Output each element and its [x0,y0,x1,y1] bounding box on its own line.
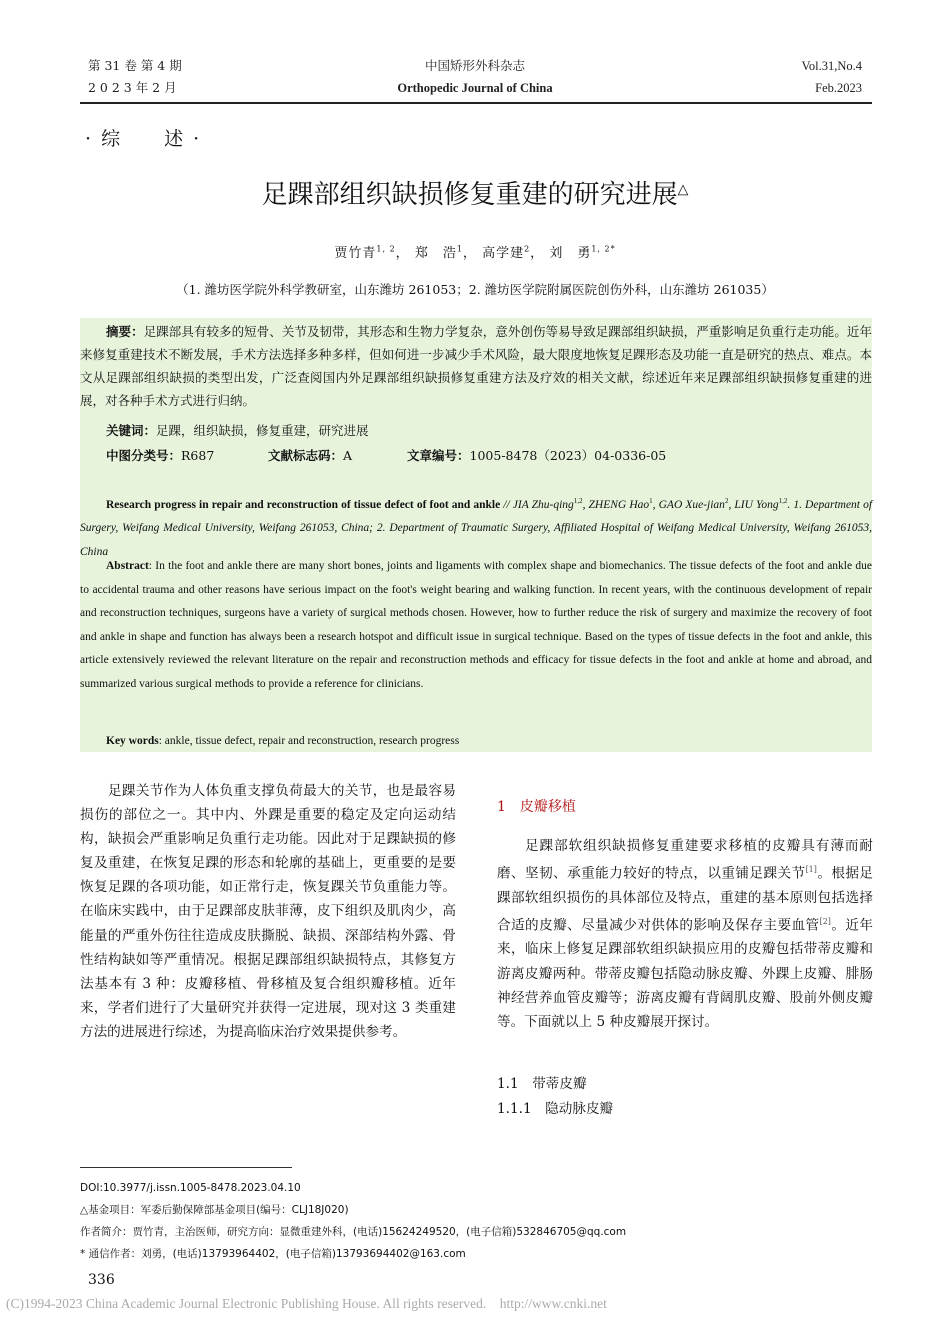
english-abstract: Abstract: In the foot and ankle there are many short bones, joints and ligaments with complex shape and biomechanics. The tissue defects of the foot and ankle due to accidental trauma and other reasons have serious impact on the foot's weight bearing and walking function. In recent years, with the continuous development of repair and reconstruction techniques, surgeons have a variety of surgical methods chosen. However, how to further reduce the risk of surgery and maximize the recovery of foot and ankle in shape and function has always been a research hotspot and difficult issue in surgical technique. Based on the types of tissue defects in the foot and ankle, this article extensively reviewed the relevant literature on the repair and reconstruction methods and efficacy for tissue defects in the foot and ankle at home and abroad, and summarized various surgical methods to provide a reference for clinicians. [80,560,872,690]
title-mark: △ [677,181,689,198]
journal-title-en: Orthopedic Journal of China [397,81,553,95]
clc-value: R687 [181,448,215,463]
english-author: ZHENG Hao [588,498,650,511]
author-aff: 1 [456,244,463,254]
volume-en: Vol.31,No.4 [801,59,862,73]
abstract-zh-label: 摘要： [106,324,144,339]
section-1-paragraph [497,834,873,1034]
english-keywords-label: Key words [106,735,159,747]
date-zh: 2 0 2 3 年 2 月 [88,80,177,95]
section-1-number: 1 [497,799,506,815]
english-author: GAO Xue-jian [658,498,725,511]
doc-code [268,446,352,464]
section-label: · 综 述 · [85,128,202,150]
english-affiliations: 1. Department of Surgery, Weifang Medical University, Weifang 261053, China; 2. Department of Traumatic Surgery, Affiliated Hospital of Weifang Medical University, Weifang 261053, China [80,498,873,558]
footnote-doi: DOI:10.3977/j.issn.1005-8478.2023.04.10 [80,1182,301,1194]
abstract-zh-text: 足踝部具有较多的短骨、关节及韧带，其形态和生物力学复杂，意外创伤等易导致足踝部组织缺损，严重影响足负重行走功能。近年来修复重建技术不断发展，手术方法选择多种多样，但如何进一步减少手术风险，最大限度地恢复足踝形态及功能一直是研究的热点、难点。本文从足踝部组织缺损的类型出发，广泛查阅国内外足踝部组织缺损修复重建方法及疗效的相关文献，综述近年来足踝部组织缺损修复重建的进展，对各种手术方式进行归纳。 [80,324,872,408]
author-aff: 1, 2* [591,244,616,254]
author-aff: 2 [524,244,531,254]
section-1-title: 皮瓣移植 [519,799,576,815]
footnote-author-bio: 作者简介：贾竹青，主治医师，研究方向：显微重建外科，(电话)15624249520，(电子信箱)532846705@qq.com [80,1226,627,1238]
journal-title-zh: 中国矫形外科杂志 [424,58,525,73]
keywords-zh [106,421,369,439]
english-title-block: Research progress in repair and reconstruction of tissue defect of foot and ankle // JIA Zhu-qing$^{1,2}$, ZHENG Hao$^1$, GAO Xue-jian$^2$, LIU Yong$^{1,2}$. 1. Department of Surgery, Weifang Medical University, Weifang 261053, China; 2. Department of Traumatic Surgery, Affiliated Hospital of Weifang Medical University, Weifang 261053, China [80,497,873,558]
english-keywords: Key words: ankle, tissue defect, repair and reconstruction, research progress [106,735,460,747]
citation-ref: [1] [805,865,817,875]
page-number: 336 [88,1272,115,1288]
article-id-value: 1005-8478（2023）04-0336-05 [469,448,667,463]
author-aff: 1, 2 [376,244,396,254]
english-title: Research progress in repair and reconstruction of tissue defect of foot and ankle [106,498,501,511]
english-author-aff: 1 [649,497,653,505]
article-id [407,446,666,464]
footnote-rule [80,1167,292,1168]
title-text: 足踝部组织缺损修复重建的研究进展 [261,180,678,210]
doc-code-value: A [343,448,353,463]
footnote-correspondence: * 通信作者：刘勇，(电话)13793964402，(电子信箱)13793694402@163.com [80,1248,466,1260]
affiliations: （1. 潍坊医学院外科学教研室，山东潍坊 261053；2. 潍坊医学院附属医院创伤外科，山东潍坊 261035） [176,282,774,297]
subsection-1-1: 1.1 带蒂皮瓣 [497,1076,587,1092]
footnote-fund: △基金项目：军委后勤保障部基金项目(编号：CLJ18J020) [80,1204,349,1216]
author-name: 刘 勇 [549,246,592,261]
keywords-zh-label: 关键词： [106,423,157,438]
keywords-zh-text: 足踝，组织缺损，修复重建，研究进展 [156,423,369,438]
clc-number [106,446,214,464]
clc-label: 中图分类号： [106,448,182,463]
english-author-aff: 1,2 [573,497,583,505]
issue-zh: 第 31 卷 第 4 期 [88,58,182,73]
english-keywords-text: ankle, tissue defect, repair and reconstruction, research progress [164,735,460,747]
article-id-label: 文章编号： [407,448,470,463]
author-name: 贾竹青 [334,246,377,261]
english-author-aff: 1,2 [778,497,788,505]
english-abstract-label: Abstract [106,560,149,572]
date-en: Feb.2023 [815,81,862,95]
english-author-aff: 2 [724,497,729,505]
section-1-text: 。根据足踝部软组织损伤的具体部位及特点，重建的基本原则包括选择合适的皮瓣、尽量减少对供体的影响及保存主要血管 [497,865,874,934]
english-author: LIU Yong [734,498,779,511]
section-1-heading [497,796,576,816]
abstract-zh [80,320,872,412]
header-rule [80,102,872,104]
copyright-watermark: (C)1994-2023 China Academic Journal Electronic Publishing House. All rights reserved. http://www.cnki.net [6,1296,607,1311]
author-name: 高学建 [482,246,525,261]
author-name: 郑 浩 [414,246,457,261]
intro-paragraph: 足踝关节作为人体负重支撑负荷最大的关节，也是最容易损伤的部位之一。其中内、外踝是重要的稳定及定向运动结构，缺损会严重影响足负重行走功能。因此对于足踝缺损的修复及重建，在恢复足踝的形态和轮廓的基础上，更重要的是要恢复足踝的各项功能，如正常行走，恢复踝关节负重能力等。在临床实践中，由于足踝部皮肤菲薄，皮下组织及肌肉少，高能量的严重外伤往往造成皮肤撕脱、缺损、深部结构外露、骨性结构缺如等严重情况。根据足踝部组织缺损特点，其修复方法基本有 3 种：皮瓣移植、骨移植及复合组织瓣移植。近年来，学者们进行了大量研究并获得一定进展，现对这 3 类重建方法的进展进行综述，为提高临床治疗效果提供参考。 [80,783,456,1040]
citation-ref: [2] [819,916,831,926]
subsection-1-1-1: 1.1.1 隐动脉皮瓣 [497,1101,614,1117]
english-author: JIA Zhu-qing [512,498,574,511]
article-title [0,174,950,211]
section-1-text: 足踝部软组织缺损修复重建要求移植的皮瓣具有薄而耐磨、坚韧、承重能力较好的特点，以重铺足踝关节 [497,838,873,882]
doc-code-label: 文献标志码： [268,448,344,463]
section-1-text: 。近年来，临床上修复足踝部软组织缺损应用的皮瓣包括带蒂皮瓣和游离皮瓣两种。带蒂皮瓣包括隐动脉皮瓣、外踝上皮瓣、腓肠神经营养血管皮瓣等；游离皮瓣有背阔肌皮瓣、股前外侧皮瓣等。下面就以上 5 种皮瓣展开探讨。 [497,917,874,1030]
english-abstract-text: In the foot and ankle there are many short bones, joints and ligaments with complex shape and biomechanics. The tissue defects of the foot and ankle due to accidental trauma and other reasons have serious impact on the foot's weight bearing and walking function. In recent years, with the continuous development of repair and reconstruction techniques, surgeons have a variety of surgical methods chosen. However, how to further reduce the risk of surgery and maximize the recovery of foot and ankle in shape and function has always been a research hotspot and difficult issue in surgical technique. Based on the types of tissue defects in the foot and ankle, this article extensively reviewed the relevant literature on the repair and reconstruction methods and efficacy for tissue defects in the foot and ankle at home and abroad, and summarized various surgical methods to provide a reference for clinicians. [80,560,872,690]
english-sep: // [500,498,513,511]
author-line: 贾竹青$^{1, 2}$， 郑 浩$^1$， 高学建$^2$， 刘 勇$^{1, 2*}$ [334,244,616,261]
